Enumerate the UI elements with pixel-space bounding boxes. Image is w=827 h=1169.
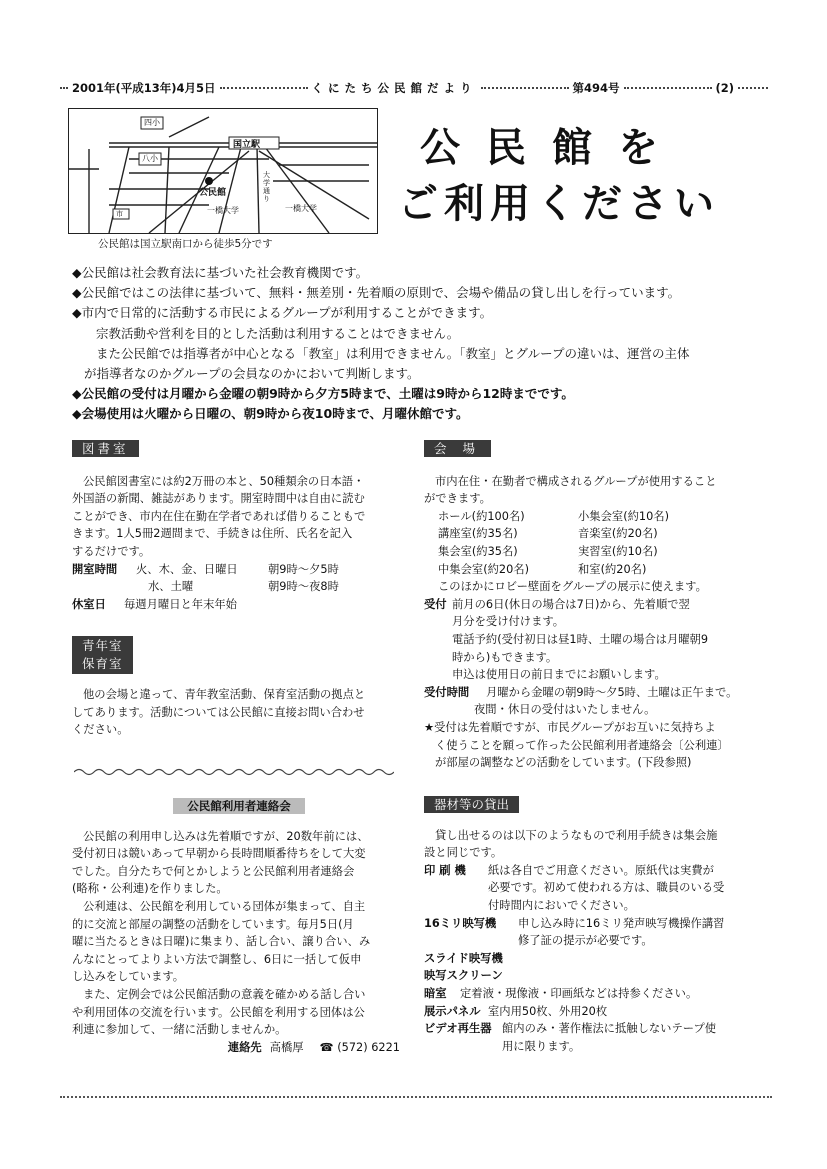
header-issue: 第494号 bbox=[572, 81, 620, 95]
council-section bbox=[72, 798, 406, 1056]
header-rule bbox=[481, 87, 569, 89]
bullet-item: ◆市内で日常的に活動する市民によるグループが利用することができます。 bbox=[72, 305, 493, 321]
map-label-school4: 四小 bbox=[144, 118, 160, 127]
venue-room: 講座室(約35名) bbox=[438, 527, 518, 541]
council-text: 公利連は、公民館を利用している団体が集まって、自主 bbox=[83, 899, 366, 913]
library-text: するだけです。 bbox=[72, 544, 151, 558]
equipment-item-name: 展示パネル bbox=[424, 1004, 481, 1018]
header-rule bbox=[220, 87, 308, 89]
venue-hours-text: 月曜から金曜の朝9時～夕5時、土曜は正午まで。 bbox=[486, 685, 738, 699]
library-text: 外国語の新聞、雑誌があります。開室時間中は自由に読む bbox=[72, 492, 365, 506]
venue-reception-text: 月分を受け付けます。 bbox=[452, 615, 565, 629]
venue-room: 和室(約20名) bbox=[578, 562, 647, 576]
council-contact-name: 高橋厚 bbox=[269, 1040, 304, 1054]
council-text: んなにとってよりよい方法で調整し、6日に一括して仮申 bbox=[72, 952, 362, 966]
map-label-univ-west: 一橋大学 bbox=[207, 206, 239, 215]
equipment-text: 貸し出せるのは以下のようなもので利用手続きは集会施 bbox=[435, 828, 718, 842]
venue-heading: 会 場 bbox=[424, 440, 491, 457]
council-text: 曜に当たるときは日曜)に集まり、話し合い、譲り合い、み bbox=[72, 935, 371, 949]
title-line-2: ご利用ください bbox=[398, 180, 720, 227]
bullet-item-bold: ◆公民館の受付は月曜から金曜の朝9時から夕方5時まで、土曜は9時から12時までです。 bbox=[72, 386, 574, 402]
equipment-item-text: 室内用50枚、外用20枚 bbox=[488, 1004, 608, 1018]
venue-note: く使うことを願って作った公民館利用者連絡会〔公利連〕 bbox=[435, 738, 729, 752]
council-text: (略称・公利連)を作りました。 bbox=[72, 882, 228, 896]
library-hours-label: 開室時間 bbox=[72, 562, 118, 576]
council-text: し込みをしています。 bbox=[72, 970, 185, 984]
venue-note: が部屋の調整などの活動をしています。(下段参照) bbox=[435, 756, 692, 770]
equipment-heading: 器材等の貸出 bbox=[424, 796, 519, 813]
library-text: 公民館図書室には約2万冊の本と、50種類余の日本語・ bbox=[83, 474, 365, 488]
venue-room-list bbox=[424, 508, 764, 578]
venue-room: 集会室(約35名) bbox=[438, 544, 518, 558]
map-caption: 公民館は国立駅南口から徒歩5分です bbox=[98, 238, 273, 250]
equipment-item-text: 必要です。初めて使われる方は、職員のいる受 bbox=[488, 881, 725, 895]
equipment-item-name: 印 刷 機 bbox=[424, 863, 466, 877]
venue-reception-label: 受付 bbox=[424, 597, 447, 611]
bullet-item: ◆公民館は社会教育法に基づいた社会教育機関です。 bbox=[72, 265, 369, 280]
council-text: 公民館の利用申し込みは先着順ですが、20数年前には、 bbox=[83, 829, 369, 843]
equipment-section bbox=[424, 796, 764, 1055]
council-contact-tel: ☎ (572) 6221 bbox=[319, 1040, 400, 1054]
youth-heading bbox=[72, 636, 133, 674]
council-text: や利用団体の交流を行います。公民館を利用する団体は公 bbox=[72, 1005, 365, 1019]
header-rule bbox=[624, 87, 712, 89]
map-label-univ-east: 一橋大学 bbox=[285, 204, 317, 213]
equipment-item-text: 申し込み時に16ミリ発声映写機操作講習 bbox=[518, 916, 725, 930]
equipment-text: 設と同じです。 bbox=[424, 846, 503, 860]
map-label-station: 国立駅 bbox=[233, 140, 261, 150]
equipment-item-name: 16ミリ映写機 bbox=[424, 916, 497, 930]
venue-text: 市内在住・在勤者で構成されるグループが使用すること bbox=[435, 474, 717, 488]
footer-rule bbox=[60, 1096, 772, 1098]
map-label-school8: 八小 bbox=[142, 154, 158, 163]
venue-lobby-note: このほかにロビー壁面をグループの展示に使えます。 bbox=[438, 580, 707, 594]
venue-room: 中集会室(約20名) bbox=[438, 562, 529, 576]
intro-bullets bbox=[72, 263, 792, 425]
youth-text: 他の会場と違って、青年教室活動、保育室活動の拠点と bbox=[83, 688, 366, 701]
decorative-wave-divider bbox=[74, 766, 394, 778]
bullet-continuation: 宗教活動や営利を目的とした活動は利用することはできません。 bbox=[96, 325, 460, 341]
youth-text: ください。 bbox=[72, 723, 129, 737]
council-text: 受付初日は競いあって早朝から長時間順番待ちをして大変 bbox=[72, 847, 366, 861]
bullet-item-bold: ◆会場使用は火曜から日曜の、朝9時から夜10時まで、月曜休館です。 bbox=[72, 406, 469, 422]
library-closed-label: 休室日 bbox=[72, 597, 106, 611]
map-label-city: 市 bbox=[116, 210, 123, 218]
youth-heading-line: 保育室 bbox=[82, 656, 123, 671]
header-rule bbox=[738, 87, 768, 89]
equipment-item-text: 定着液・現像液・印画紙などは持参ください。 bbox=[460, 986, 698, 1000]
youth-section bbox=[72, 636, 404, 739]
library-hours-days: 水、土曜 bbox=[148, 580, 194, 594]
venue-note: ★受付は先着順ですが、市民グループがお互いに気持ちよ bbox=[424, 720, 716, 734]
header-date: 2001年(平成13年)4月5日 bbox=[72, 81, 216, 95]
venue-reception-text: 時から)もできます。 bbox=[452, 650, 558, 664]
page-title bbox=[398, 120, 758, 232]
map-label-daigaku-dori: 大学通り bbox=[263, 171, 270, 203]
equipment-item-name: 暗室 bbox=[424, 986, 447, 1000]
library-text: ことができ、市内在住在勤在学者であれば借りることもで bbox=[72, 509, 366, 523]
venue-room: 小集会室(約10名) bbox=[578, 509, 669, 523]
council-text: 的に交流と部屋の調整の活動をしています。毎月5日(月 bbox=[72, 917, 354, 931]
council-text: また、定例会では公民館活動の意義を確かめる話し合い bbox=[83, 987, 366, 1001]
library-closed: 毎週月曜日と年末年始 bbox=[124, 597, 237, 611]
venue-room: 実習室(約10名) bbox=[578, 544, 658, 558]
venue-room: ホール(約100名) bbox=[438, 509, 525, 523]
bullet-item: ◆公民館ではこの法律に基づいて、無料・無差別・先着順の原則で、会場や備品の貸し出しを行っています。 bbox=[72, 285, 681, 301]
venue-reception-text: 申込は使用日の前日までにお願いします。 bbox=[452, 668, 666, 682]
equipment-item-text: 付時間内においでください。 bbox=[488, 898, 635, 912]
library-heading: 図書室 bbox=[72, 440, 139, 457]
title-line-1: 公民館を bbox=[420, 124, 684, 171]
equipment-item-text: 用に限ります。 bbox=[502, 1039, 581, 1053]
header-page: (2) bbox=[715, 81, 735, 95]
equipment-item-text: 修了証の提示が必要です。 bbox=[518, 934, 653, 948]
venue-section bbox=[424, 440, 764, 772]
bullet-continuation: また公民館では指導者が中心となる「教室」は利用できません。「教室」とグループの違いは、運営の主体 bbox=[96, 345, 690, 361]
venue-reception-text: 前月の6日(休日の場合は7日)から、先着順で翌 bbox=[452, 597, 690, 611]
equipment-item-text: 紙は各自でご用意ください。原紙代は実費が bbox=[488, 863, 714, 877]
venue-text: ができます。 bbox=[424, 492, 491, 506]
council-contact-label: 連絡先 bbox=[227, 1040, 262, 1054]
library-hours-time: 朝9時～夜8時 bbox=[268, 580, 339, 594]
equipment-item-name: 映写スクリーン bbox=[424, 969, 503, 983]
youth-text: してあります。活動については公民館に直接お問い合わせ bbox=[72, 705, 365, 719]
venue-hours-label: 受付時間 bbox=[424, 685, 470, 699]
venue-room: 音楽室(約20名) bbox=[578, 527, 658, 541]
venue-hours-text: 夜間・休日の受付はいたしません。 bbox=[474, 703, 656, 717]
council-text: 利連に参加して、一緒に活動しませんか。 bbox=[72, 1023, 287, 1037]
venue-reception-text: 電話予約(受付初日は昼1時、土曜の場合は月曜朝9 bbox=[452, 632, 709, 646]
access-map bbox=[68, 108, 378, 234]
youth-heading-line: 青年室 bbox=[82, 638, 123, 653]
library-hours-time: 朝9時～夕5時 bbox=[268, 562, 339, 576]
library-hours-days: 火、木、金、日曜日 bbox=[136, 562, 238, 576]
header-rule bbox=[60, 87, 68, 89]
library-section bbox=[72, 440, 404, 613]
council-text: でした。自分たちで何とかしようと公民館利用者連絡会 bbox=[72, 864, 355, 878]
council-heading: 公民館利用者連絡会 bbox=[173, 798, 305, 814]
bullet-continuation: が指導者なのかグループの会員なのかにおいて判断します。 bbox=[84, 366, 420, 382]
library-text: きます。1人5冊2週間まで、手続きは住所、氏名を記入 bbox=[72, 527, 353, 541]
page-header bbox=[60, 80, 772, 96]
equipment-item-name: スライド映写機 bbox=[424, 951, 503, 965]
equipment-item-text: 館内のみ・著作権法に抵触しないテープ使 bbox=[502, 1022, 717, 1036]
map-label-kominkan: 公民館 bbox=[199, 188, 227, 198]
equipment-item-name: ビデオ再生器 bbox=[424, 1022, 492, 1036]
header-newsletter-name: くにたち公民館だより bbox=[311, 81, 477, 95]
